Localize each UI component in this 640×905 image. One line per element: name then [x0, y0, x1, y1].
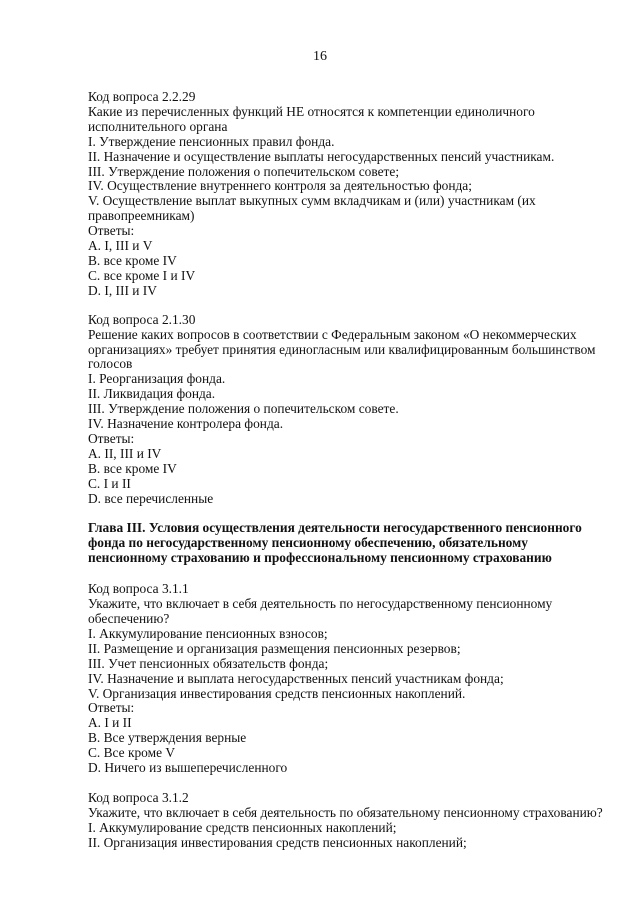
- answer-choice: B. Все утверждения верные: [88, 730, 247, 746]
- option-item: V. Организация инвестирования средств пенсионных накоплений.: [88, 685, 466, 701]
- answer-choice: D. Ничего из вышеперечисленного: [88, 760, 288, 776]
- question-code: Код вопроса 2.2.29: [88, 89, 196, 104]
- answer-choice: B. все кроме IV: [88, 252, 177, 268]
- answer-choice: A. II, III и IV: [88, 445, 162, 461]
- answers-label: Ответы:: [88, 700, 135, 716]
- answers-label: Ответы:: [88, 430, 135, 446]
- question-block: [88, 90, 608, 299]
- answers-label: Ответы:: [88, 223, 135, 239]
- option-item: IV. Назначение контролера фонда.: [88, 416, 284, 432]
- answer-choice: A. I, III и V: [88, 238, 153, 254]
- answer-choice: D. I, III и IV: [88, 282, 157, 298]
- option-item: I. Утверждение пенсионных правил фонда.: [88, 133, 335, 149]
- chapter-heading-line: пенсионному страхованию и профессиональному пенсионному страхованию: [88, 550, 552, 566]
- question-text-line: голосов: [88, 356, 133, 372]
- question-text-line: Укажите, что включает в себя деятельность по обязательному пенсионному страхованию?: [88, 804, 603, 820]
- question-code: Код вопроса 2.1.30: [88, 311, 196, 327]
- answer-choice: C. все кроме I и IV: [88, 267, 196, 283]
- answer-choice: B. все кроме IV: [88, 460, 177, 476]
- option-item: II. Организация инвестирования средств пенсионных накоплений;: [88, 834, 467, 850]
- question-text-line: Решение каких вопросов в соответствии с Федеральным законом «О некоммерческих: [88, 326, 577, 342]
- question-text-line: обеспечению?: [88, 611, 170, 626]
- question-text-line: Какие из перечисленных функций НЕ относятся к компетенции единоличного: [88, 103, 535, 119]
- page-number: 16: [313, 49, 327, 64]
- chapter-heading: [88, 521, 608, 566]
- option-item: IV. Осуществление внутреннего контроля за деятельностью фонда;: [88, 178, 472, 194]
- chapter-heading-line: фонда по негосударственному пенсионному обеспечению, обязательному: [88, 535, 528, 551]
- option-item: правопреемникам): [88, 208, 195, 224]
- answer-choice: C. I и II: [88, 475, 131, 491]
- question-block: [88, 313, 608, 507]
- option-item: V. Осуществление выплат выкупных сумм вкладчикам и (или) участникам (их: [88, 193, 536, 209]
- document-body: [88, 90, 608, 851]
- question-block: [88, 791, 608, 851]
- question-text-line: исполнительного органа: [88, 118, 228, 134]
- chapter-heading-line: Глава III. Условия осуществления деятельности негосударственного пенсионного: [88, 520, 582, 536]
- question-block: [88, 582, 608, 776]
- option-item: IV. Назначение и выплата негосударственных пенсий участникам фонда;: [88, 670, 504, 686]
- option-item: II. Размещение и организация размещения пенсионных резервов;: [88, 640, 461, 656]
- answer-choice: C. Все кроме V: [88, 745, 176, 761]
- option-item: III. Утверждение положения о попечительском совете.: [88, 401, 399, 417]
- option-item: I. Аккумулирование пенсионных взносов;: [88, 625, 328, 641]
- option-item: I. Аккумулирование средств пенсионных накоплений;: [88, 819, 397, 835]
- question-code: Код вопроса 3.1.1: [88, 581, 189, 597]
- option-item: III. Учет пенсионных обязательств фонда;: [88, 655, 329, 671]
- answer-choice: A. I и II: [88, 715, 132, 731]
- option-item: I. Реорганизация фонда.: [88, 371, 226, 387]
- question-code: Код вопроса 3.1.2: [88, 789, 189, 805]
- question-text-line: организациях» требует принятия единогласным или квалифицированным большинством: [88, 341, 596, 357]
- option-item: II. Назначение и осуществление выплаты негосударственных пенсий участникам.: [88, 148, 555, 164]
- question-text-line: Укажите, что включает в себя деятельность по негосударственному пенсионному: [88, 596, 553, 612]
- answer-choice: D. все перечисленные: [88, 490, 214, 506]
- option-item: III. Утверждение положения о попечительском совете;: [88, 163, 400, 179]
- option-item: II. Ликвидация фонда.: [88, 386, 216, 402]
